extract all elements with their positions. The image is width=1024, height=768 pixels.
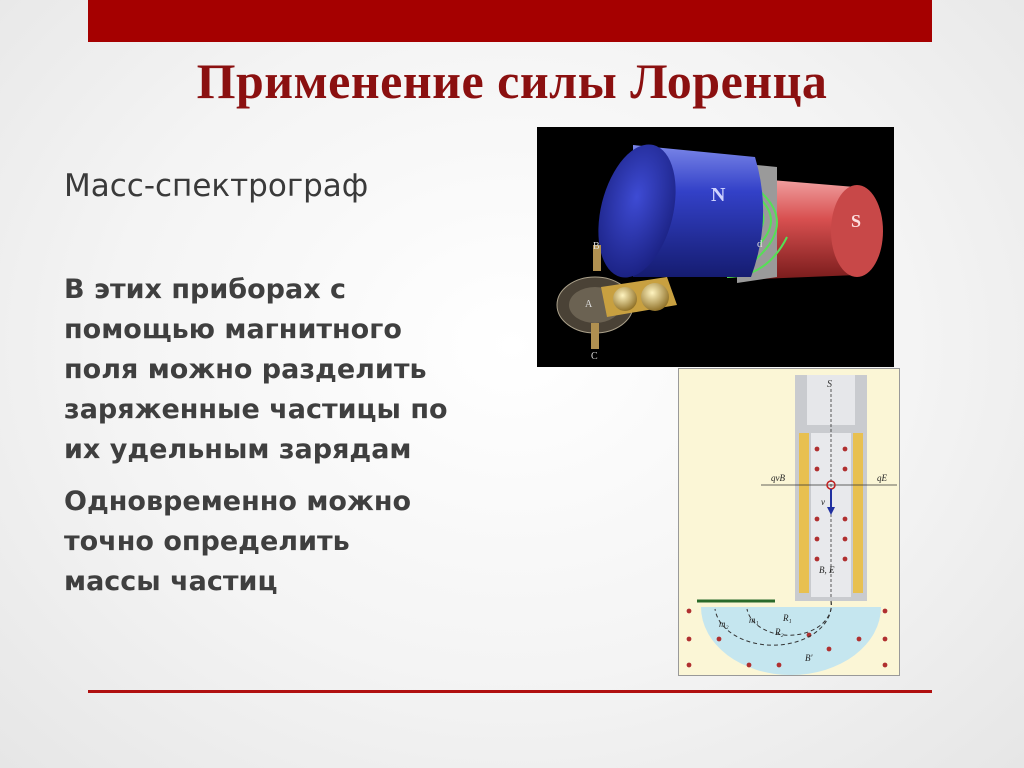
paragraph-2-line: точно определить: [64, 526, 350, 557]
velocity-label: v: [821, 497, 825, 507]
electrode-a-label: A: [585, 299, 593, 310]
electrode-b-label: B: [593, 241, 600, 252]
mass-m2-label: m₂: [719, 619, 729, 629]
slide-subtitle: Масс-спектрограф: [64, 168, 369, 204]
bottom-divider: [88, 690, 932, 693]
velocity-selector-diagram: [678, 368, 900, 676]
magnet-illustration: [537, 127, 894, 367]
paragraph-2-line: Одновременно можно: [64, 486, 412, 517]
paragraph-1-line: заряженные частицы по: [64, 394, 448, 425]
paragraph-1-line: поля можно разделить: [64, 354, 427, 385]
south-pole-label: S: [851, 211, 862, 231]
paragraph-1-line: их удельным зарядам: [64, 434, 412, 465]
slide-title: Применение силы Лоренца: [196, 53, 828, 109]
top-accent-bar: [88, 0, 932, 42]
paragraph-2: [64, 482, 514, 602]
radius-r2-label: R₂: [775, 627, 784, 637]
paragraph-1-line: В этих приборах с: [64, 274, 347, 305]
paragraph-1-line: помощью магнитного: [64, 314, 402, 345]
electric-force-label: qE: [877, 473, 887, 483]
paragraph-2-line: массы частиц: [64, 566, 278, 597]
north-pole-label: N: [711, 184, 726, 206]
fields-label: B, E: [819, 565, 835, 575]
mass-m1-label: m₁: [749, 615, 759, 625]
slit-s-label: S: [827, 379, 832, 390]
field-b-prime-label: B': [805, 653, 813, 663]
paragraph-1: [64, 270, 514, 470]
magnetic-force-label: qvB: [771, 473, 785, 483]
radius-r1-label: R₁: [783, 613, 792, 623]
gap-d-label: d: [757, 238, 763, 250]
electrode-c-label: C: [591, 351, 598, 362]
